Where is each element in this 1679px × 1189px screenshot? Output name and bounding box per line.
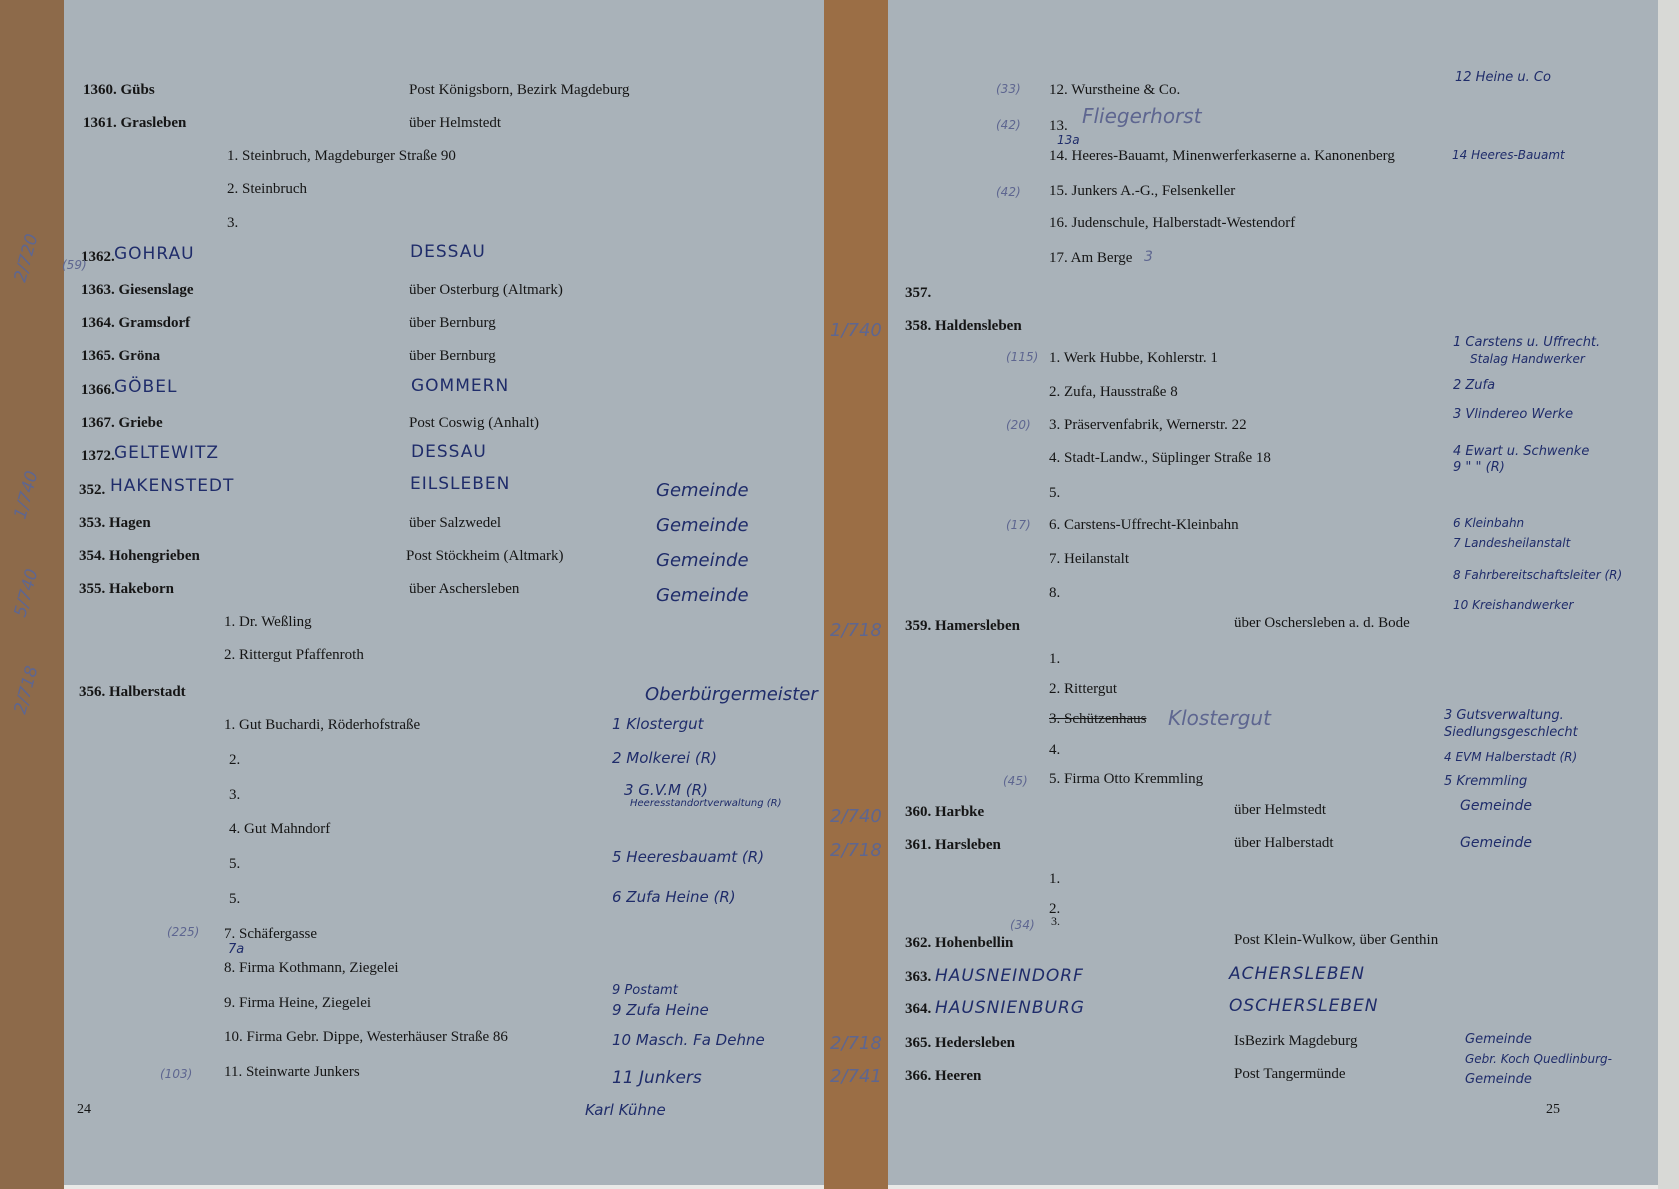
entry-name-handwritten: GELTEWITZ — [114, 443, 220, 463]
sub-entry: 8. Firma Kothmann, Ziegelei — [224, 960, 399, 976]
entry-name: 356. Halberstadt — [79, 684, 186, 700]
handwritten-note: Fliegerhorst — [1082, 104, 1202, 128]
handwritten-note: Gemeinde — [656, 550, 749, 571]
handwritten-note: 2 Zufa — [1453, 378, 1496, 393]
sub-entry: 16. Judenschule, Halberstadt-Westendorf — [1049, 215, 1296, 231]
margin-note: (225) — [167, 925, 200, 939]
sub-entry: 5. — [1049, 485, 1061, 501]
sub-entry: 1. Steinbruch, Magdeburger Straße 90 — [227, 148, 456, 164]
sub-entry: 15. Junkers A.-G., Felsenkeller — [1049, 183, 1236, 199]
handwritten-note: 14 Heeres-Bauamt — [1452, 148, 1565, 162]
book-spine — [824, 0, 888, 1189]
margin-note: 2/718 — [10, 663, 43, 717]
margin-note: 1/740 — [10, 468, 43, 522]
sub-entry: 12. Wurstheine & Co. — [1049, 82, 1181, 98]
entry-name: 362. Hohenbellin — [905, 935, 1014, 951]
entry-name: 365. Hedersleben — [905, 1035, 1015, 1051]
entry-post: über Salzwedel — [409, 515, 502, 531]
handwritten-note: 7 Landesheilanstalt — [1453, 536, 1571, 550]
entry-post: Post Stöckheim (Altmark) — [406, 548, 564, 564]
sub-entry: 6. Carstens-Uffrecht-Kleinbahn — [1049, 517, 1239, 533]
handwritten-note: Gemeinde — [1465, 1032, 1532, 1047]
signature: Karl Kühne — [585, 1101, 666, 1119]
handwritten-note: 5 Heeresbauamt (R) — [612, 848, 765, 866]
handwritten-note: 1 Klostergut — [612, 715, 704, 733]
margin-note: (103) — [160, 1067, 193, 1081]
handwritten-note: 12 Heine u. Co — [1455, 70, 1551, 85]
sub-entry: 5. Firma Otto Kremmling — [1049, 771, 1204, 787]
entry-name-handwritten: HAUSNEINDORF — [935, 966, 1084, 986]
sub-entry: 11. Steinwarte Junkers — [224, 1064, 360, 1080]
handwritten-note: 8 Fahrbereitschaftsleiter (R) — [1453, 568, 1623, 582]
handwritten-note: 11 Junkers — [612, 1068, 702, 1088]
margin-note: (33) — [996, 82, 1021, 96]
margin-note: (34) — [1010, 918, 1035, 932]
entry-name: 1367. Griebe — [81, 415, 163, 431]
sub-entry: 7. Heilanstalt — [1049, 551, 1129, 567]
margin-note: 1/740 — [830, 320, 882, 341]
sub-entry: 3. Präservenfabrik, Wernerstr. 22 — [1049, 417, 1247, 433]
margin-note: 2/720 — [10, 231, 43, 285]
entry-name-handwritten: HAUSNIENBURG — [935, 998, 1085, 1018]
handwritten-note: 10 Kreishandwerker — [1453, 598, 1574, 612]
sub-entry: 8. — [1049, 585, 1061, 601]
entry-name: 359. Hamersleben — [905, 618, 1020, 634]
sub-entry: 4. Stadt-Landw., Süplinger Straße 18 — [1049, 450, 1271, 466]
margin-note: 2/718 — [830, 840, 882, 861]
sub-entry: 17. Am Berge — [1049, 250, 1133, 266]
entry-post: IsBezirk Magdeburg — [1234, 1033, 1358, 1049]
sub-entry: 13. — [1049, 118, 1068, 134]
sub-entry: 4. Gut Mahndorf — [229, 821, 331, 837]
handwritten-note: 6 Zufa Heine (R) — [612, 888, 736, 906]
handwritten-note: 6 Kleinbahn — [1453, 516, 1525, 530]
entry-name: 1363. Giesenslage — [81, 282, 194, 298]
margin-note: (42) — [996, 118, 1021, 132]
handwritten-note: 2 Molkerei (R) — [612, 749, 717, 767]
margin-note: (20) — [1006, 418, 1031, 432]
margin-note: (45) — [1003, 774, 1028, 788]
handwritten-note: 1 Carstens u. Uffrecht. — [1453, 335, 1601, 350]
entry-post-handwritten: ACHERSLEBEN — [1229, 964, 1365, 984]
entry-post: über Bernburg — [409, 348, 496, 364]
entry-name-handwritten: HAKENSTEDT — [110, 476, 235, 496]
entry-name: 353. Hagen — [79, 515, 151, 531]
sub-entry: 3. — [229, 787, 241, 803]
entry-post: über Helmstedt — [1234, 802, 1327, 818]
entry-post: über Bernburg — [409, 315, 496, 331]
page-edge — [1658, 0, 1679, 1189]
sub-entry: 3. — [227, 215, 239, 231]
sub-entry: 2. Rittergut Pfaffenroth — [224, 647, 364, 663]
entry-post-handwritten: GOMMERN — [411, 376, 510, 396]
entry-number: 363. — [905, 969, 932, 985]
page-number: 25 — [1546, 1102, 1560, 1117]
entry-name: 358. Haldensleben — [905, 318, 1022, 334]
sub-entry: 1. Werk Hubbe, Kohlerstr. 1 — [1049, 350, 1218, 366]
handwritten-note: Gemeinde — [656, 480, 749, 501]
handwritten-note: Gemeinde — [1465, 1072, 1532, 1087]
handwritten-note: 9 Postamt — [612, 983, 678, 998]
entry-name: 1361. Grasleben — [83, 115, 187, 131]
handwritten-note: Gebr. Koch Quedlinburg- — [1465, 1052, 1612, 1066]
entry-post: über Oschersleben a. d. Bode — [1234, 615, 1410, 631]
entry-number: 1366. — [81, 382, 115, 398]
handwritten-note: 4 Ewart u. Schwenke — [1453, 444, 1590, 459]
handwritten-note: 5 Kremmling — [1444, 774, 1528, 789]
handwritten-note: Heeresstandortverwaltung (R) — [630, 798, 782, 809]
entry-post: Post Coswig (Anhalt) — [409, 415, 540, 431]
handwritten-note: Klostergut — [1168, 706, 1271, 730]
handwritten-note: 10 Masch. Fa Dehne — [612, 1031, 765, 1049]
handwritten-note: 9 " " (R) — [1453, 460, 1505, 475]
handwritten-note: 7a — [228, 942, 245, 957]
handwritten-note: Gemeinde — [1460, 798, 1532, 814]
entry-name: 1360. Gübs — [83, 82, 155, 98]
margin-note: 2/741 — [830, 1066, 882, 1087]
margin-note: 2/718 — [830, 620, 882, 641]
entry-name: 360. Harbke — [905, 804, 985, 820]
margin-note: 5/740 — [10, 566, 43, 620]
handwritten-note: 3 G.V.M (R) — [624, 781, 708, 799]
entry-post-handwritten: DESSAU — [410, 242, 486, 262]
handwritten-note: Gemeinde — [1460, 835, 1532, 851]
sub-entry: 5. — [229, 891, 241, 907]
entry-post: Post Klein-Wulkow, über Genthin — [1234, 932, 1439, 948]
handwritten-note: Gemeinde — [656, 515, 749, 536]
sub-entry: 9. Firma Heine, Ziegelei — [224, 995, 372, 1011]
sub-entry: 2. Rittergut — [1049, 681, 1118, 697]
sub-entry: 1. Gut Buchardi, Röderhofstraße — [224, 717, 421, 733]
sub-entry: 1. Dr. Weßling — [224, 614, 312, 630]
handwritten-note: Siedlungsgeschlecht — [1444, 725, 1578, 740]
sub-entry: 1. — [1049, 651, 1061, 667]
margin-note: (17) — [1006, 518, 1031, 532]
entry-post: über Osterburg (Altmark) — [409, 282, 563, 298]
entry-name-handwritten: GOHRAU — [114, 244, 195, 264]
sub-entry: 2. Steinbruch — [227, 181, 307, 197]
handwritten-note: 3 Vlindereo Werke — [1453, 407, 1574, 422]
sub-entry: 3. — [1051, 914, 1060, 928]
margin-note: (42) — [996, 185, 1021, 199]
entry-post: über Helmstedt — [409, 115, 502, 131]
sub-entry: 10. Firma Gebr. Dippe, Westerhäuser Straße 86 — [224, 1029, 508, 1045]
entry-post: über Halberstadt — [1234, 835, 1334, 851]
entry-name: 354. Hohengrieben — [79, 548, 200, 564]
sub-entry: 1. — [1049, 871, 1061, 887]
entry-name: 357. — [905, 285, 932, 301]
handwritten-note: Stalag Handwerker — [1470, 352, 1585, 366]
margin-note: 2/740 — [830, 806, 882, 827]
sub-entry: 5. — [229, 856, 241, 872]
entry-post: über Aschersleben — [409, 581, 520, 597]
entry-name: 366. Heeren — [905, 1068, 982, 1084]
sub-entry: 14. Heeres-Bauamt, Minenwerferkaserne a. Kanonenberg — [1049, 148, 1395, 164]
entry-name: 1364. Gramsdorf — [81, 315, 191, 331]
entry-post-handwritten: DESSAU — [411, 442, 487, 462]
handwritten-note: 13a — [1057, 133, 1080, 147]
sub-entry: 3. Schützenhaus — [1049, 711, 1147, 727]
sub-entry: 2. — [1049, 901, 1061, 917]
handwritten-note: 3 Gutsverwaltung. — [1444, 708, 1564, 723]
margin-note: (59) — [62, 258, 87, 272]
handwritten-note: 4 EVM Halberstadt (R) — [1444, 750, 1578, 764]
handwritten-note: Oberbürgermeister — [645, 684, 818, 705]
handwritten-note: Gemeinde — [656, 585, 749, 606]
entry-name-handwritten: GÖBEL — [114, 377, 178, 397]
entry-number: 352. — [79, 482, 106, 498]
sub-entry: 2. — [229, 752, 241, 768]
handwritten-note: 9 Zufa Heine — [612, 1001, 709, 1019]
entry-name: 1365. Gröna — [81, 348, 161, 364]
entry-number: 364. — [905, 1001, 932, 1017]
entry-number: 1362. — [81, 249, 115, 265]
page-number: 24 — [77, 1102, 91, 1117]
entry-name: 361. Harsleben — [905, 837, 1001, 853]
entry-post: Post Tangermünde — [1234, 1066, 1346, 1082]
entry-number: 1372. — [81, 448, 115, 464]
entry-post-handwritten: OSCHERSLEBEN — [1229, 996, 1379, 1016]
margin-note: (115) — [1006, 350, 1039, 364]
margin-note: 2/718 — [830, 1033, 882, 1054]
margin-note: 3 — [1144, 249, 1153, 265]
sub-entry: 7. Schäfergasse — [224, 926, 318, 942]
entry-post-handwritten: EILSLEBEN — [410, 474, 511, 494]
entry-post: Post Königsborn, Bezirk Magdeburg — [409, 82, 630, 98]
sub-entry: 4. — [1049, 742, 1061, 758]
entry-name: 355. Hakeborn — [79, 581, 175, 597]
sub-entry: 2. Zufa, Hausstraße 8 — [1049, 384, 1178, 400]
